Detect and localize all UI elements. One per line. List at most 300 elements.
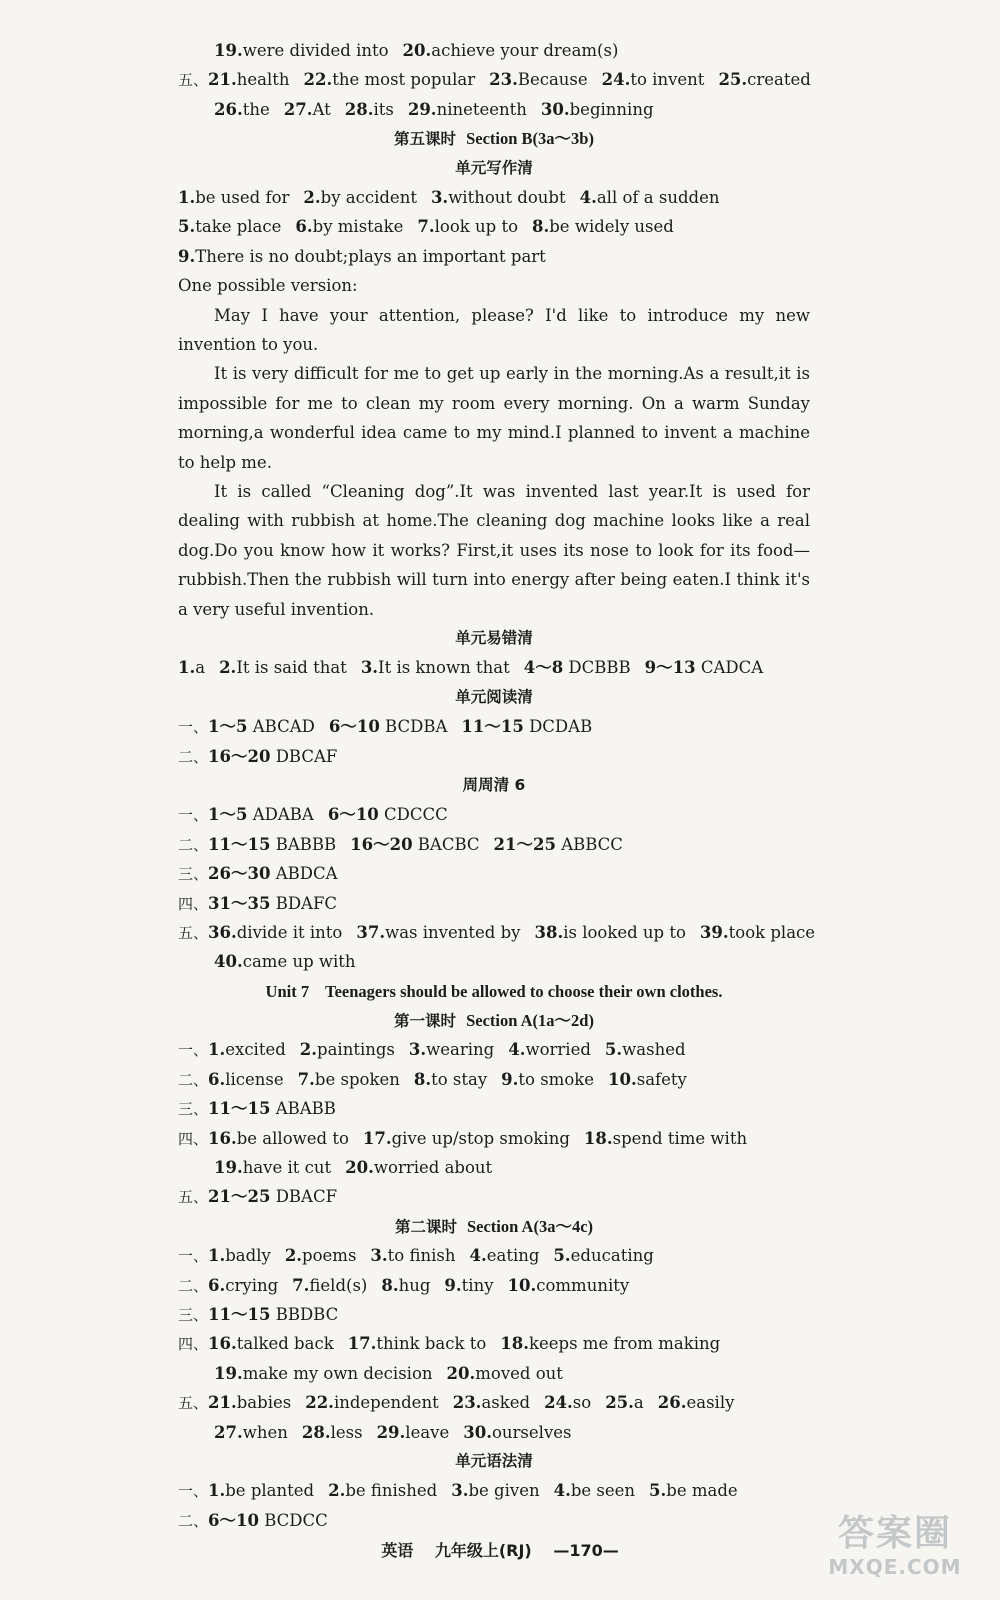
answer-text: ABCAD [247,717,315,737]
answer-item [303,188,417,207]
answer-text: ABABB [270,1099,336,1119]
answer-text: BDAFC [270,893,338,913]
answer-item [602,70,705,89]
answer-number: 2. [303,187,321,207]
answer-text: excited [225,1040,286,1060]
answer-item [584,1129,747,1148]
answer-text: There is no doubt;plays an important part [195,246,546,266]
answer-item [381,1276,430,1295]
part-number: 三、 [178,865,209,884]
answer-item [363,1129,570,1148]
answer-item [417,217,518,236]
part-number: 二、 [178,747,209,766]
answer-item [208,1070,284,1089]
answer-item [208,1099,336,1118]
answer-item [649,1481,738,1500]
answer-item [461,717,592,736]
answer-line [178,95,810,124]
answer-number: 4～8 [523,658,564,678]
answer-line [178,242,810,271]
watermark-logo-text: 答案圈 [837,1513,952,1554]
part-number: 二、 [178,1070,209,1089]
unit-heading [178,977,810,1006]
answer-line [178,1506,810,1535]
answer-number: 31～35 [208,893,271,913]
answer-number: 19. [214,1363,243,1383]
answer-item [208,923,342,942]
answer-number: 20. [402,41,432,60]
answer-item [208,717,315,736]
answer-item [208,1481,314,1500]
answer-text: to stay [431,1069,488,1089]
answer-text: moved out [475,1363,563,1383]
watermark-site: MXQE.COM [828,1555,962,1579]
answer-text: by mistake [312,217,404,237]
answer-item [605,1393,644,1412]
answer-number: 26～30 [208,864,271,884]
answer-item [178,217,281,236]
essay-paragraph-text: It is very difficult for me to get up early in the morning.As a result,it is impossible for me to clean my room every morning. On a warm Sunday morning,a wonderful idea came to my mind.I planned to invent a machine to help me. [178,364,810,472]
answer-text: to invent [630,70,705,90]
footer-subject: 英语 [381,1541,414,1560]
answer-number: 28. [344,99,374,119]
section-heading [178,624,810,653]
answer-number: 16. [208,1334,237,1354]
part-number: 四、 [178,1335,209,1354]
answer-text: when [242,1422,288,1442]
answer-number: 27. [283,99,313,119]
answer-text: be used for [195,187,290,207]
answer-item [403,41,619,60]
answer-text: take place [195,217,282,237]
answer-text: eating [486,1246,540,1266]
answer-item [214,41,389,60]
answer-text: be finished [345,1481,438,1501]
answer-item [489,70,588,89]
answer-line [178,742,810,771]
answer-item [302,1423,363,1442]
answer-text: took place [728,922,816,942]
answer-text: the [242,99,270,119]
answer-line [178,65,810,94]
essay-paragraph-text: It is called “Cleaning dog”.It was invented last year.It is used for dealing with rubbish at home.The cleaning dog machine looks like a real dog.Do you know how it works? First,it uses its nose to look for its food—rubbish.Then the rubbish will turn into energy after being eaten.I think it's a very useful invention. [178,481,810,619]
answer-text: without doubt [448,187,566,207]
answer-line [178,1065,810,1094]
part-number: 一、 [178,1482,209,1501]
answer-text: beginning [569,99,654,119]
answer-item [284,100,331,119]
answer-item [329,717,448,736]
part-number: 一、 [178,1247,209,1266]
answer-text: worried about [373,1158,493,1178]
answer-text: think back to [376,1334,487,1354]
answer-number: 19. [214,41,243,60]
unit-number: Unit 7 [265,981,310,1001]
answer-text: the most popular [332,70,476,90]
answer-item [305,1393,439,1412]
answer-text: easily [686,1393,735,1413]
answer-item [208,1187,337,1206]
answer-item [508,1040,591,1059]
part-number: 五、 [178,1188,209,1207]
answer-line [178,859,810,888]
section-heading [178,683,810,712]
answer-text: BCDBA [379,717,448,737]
answer-number: 28. [301,1422,331,1442]
answer-number: 27. [214,1422,243,1442]
part-number: 一、 [178,806,209,825]
answer-text: paintings [317,1040,395,1060]
answer-item [608,1070,687,1089]
answer-line [178,1241,810,1270]
answer-text: CDCCC [378,805,448,825]
answer-text: were divided into [242,41,389,60]
part-number: 一、 [178,1041,209,1060]
answer-text: worried [525,1040,591,1060]
answer-line [178,36,810,65]
answer-text: At [312,99,331,119]
answer-number: 18. [500,1334,529,1354]
answer-item [554,1481,635,1500]
answer-number: 7. [292,1275,310,1295]
answer-number: 5. [649,1481,667,1501]
answer-text: asked [481,1393,531,1413]
answer-text: BACBC [412,834,480,854]
answer-number: 29. [407,99,437,119]
answer-number: 21～25 [493,834,556,854]
part-number: 五、 [178,71,209,90]
answer-item [208,1276,278,1295]
answer-line [178,1418,810,1447]
answer-line [178,1182,810,1211]
answer-item [208,1040,286,1059]
answer-text: Because [517,70,588,90]
answer-item [292,1276,367,1295]
answer-number: 7. [417,217,435,237]
answer-item [300,1040,395,1059]
answer-number: 29. [376,1422,406,1442]
answer-item [451,1481,539,1500]
answer-item [463,1423,571,1442]
answer-text: created [747,70,811,90]
answer-line [178,1359,810,1388]
answer-item [370,1246,455,1265]
answer-number: 2. [328,1481,346,1501]
answer-text: is looked up to [563,922,686,942]
answer-number: 9～13 [644,658,696,678]
answer-item [469,1246,539,1265]
part-number: 五、 [178,1394,209,1413]
answer-text: independent [333,1393,439,1413]
answer-number: 20. [446,1363,476,1383]
answer-number: 6. [295,217,313,237]
answer-number: 21. [208,70,237,90]
answer-text: DBCAF [270,746,338,766]
answer-text: ADABA [247,805,314,825]
answer-text: leave [405,1422,450,1442]
answer-item [658,1393,735,1412]
answer-number: 6～10 [208,1510,259,1530]
answer-text: DCDAB [523,717,593,737]
answer-text: be given [468,1481,540,1501]
section-heading [178,1212,810,1241]
answer-item [214,1158,331,1177]
answer-number: 6. [208,1275,226,1295]
answer-item [645,658,764,677]
answer-number: 25. [718,70,748,90]
answer-number: 18. [583,1128,613,1148]
answer-text: ourselves [491,1422,572,1442]
answer-number: 38. [534,922,564,942]
answer-number: 1～5 [208,805,248,825]
answer-text: educating [570,1246,654,1266]
answer-text: ABBCC [555,834,623,854]
answer-number: 25. [605,1393,634,1413]
answer-text: community [536,1275,630,1295]
answer-text: badly [225,1246,271,1266]
answer-number: 40. [214,952,243,972]
answer-number: 4. [508,1040,526,1060]
answer-number: 1～5 [208,717,248,737]
answer-number: 4. [553,1481,571,1501]
answer-item [328,1481,437,1500]
answer-number: 16. [208,1128,237,1148]
answer-item [494,835,623,854]
answer-text: came up with [242,952,356,972]
answer-number: 6～10 [328,717,380,737]
answer-line [178,1388,810,1417]
answer-item [295,217,403,236]
section-heading [178,154,810,183]
answer-number: 3. [451,1481,469,1501]
answer-number: 19. [214,1158,243,1178]
answer-text: BBDBC [270,1304,339,1324]
answer-number: 9. [178,246,196,266]
answer-text: health [236,70,290,90]
answer-text: DCBBB [563,658,631,678]
answer-line [178,1094,810,1123]
answer-text: divide it into [236,922,343,942]
answer-number: 1. [178,187,196,207]
text-line: One possible version: [178,276,358,296]
answer-number: 2. [284,1246,303,1266]
answer-text: safety [636,1069,687,1089]
answer-text: so [572,1393,592,1413]
answer-number: 4. [579,187,597,207]
part-number: 二、 [178,1276,209,1295]
answer-item [718,70,810,89]
answer-text: It is known that [378,658,510,678]
answer-text: be seen [570,1481,636,1501]
answer-item [328,805,448,824]
answer-line [178,947,810,976]
answer-item [178,247,546,266]
answer-line [178,1035,810,1064]
answer-number: 21～25 [208,1187,271,1207]
answer-number: 5. [553,1246,571,1266]
answer-text: was invented by [385,922,521,942]
answer-text: crying [225,1275,279,1295]
answer-number: 1. [178,658,196,678]
answer-text: It is said that [236,658,347,678]
answer-text: ABDCA [270,864,338,884]
answer-number: 8. [532,217,550,237]
answer-item [553,1246,653,1265]
answer-text: all of a sudden [596,187,720,207]
footer-page-number: —170— [553,1541,619,1560]
answer-text: have it cut [242,1158,332,1178]
answer-item [304,70,476,89]
answer-number: 16～20 [208,746,271,766]
answer-item [208,747,337,766]
answer-number: 22. [305,1393,334,1413]
section-heading-title: 第二课时 [394,1217,457,1236]
answer-number: 24. [544,1393,573,1413]
answer-number: 1. [208,1481,226,1501]
answer-number: 23. [452,1393,482,1413]
answer-number: 30. [540,99,570,119]
answer-item [178,658,205,677]
answer-item [208,1246,271,1265]
answer-text: washed [622,1040,686,1060]
answer-item [208,1305,338,1324]
part-number: 四、 [178,894,209,913]
answer-item [285,1246,357,1265]
answer-item [208,1334,334,1353]
answer-number: 9. [444,1275,462,1295]
answer-line [178,889,810,918]
answer-number: 9. [501,1069,519,1089]
answer-item [700,923,815,942]
answer-line [178,183,810,212]
answer-item [534,923,685,942]
part-number: 三、 [178,1305,209,1324]
section-heading-title: 单元语法清 [455,1451,533,1470]
answer-number: 4. [469,1246,487,1266]
answer-text: BCDCC [258,1510,328,1530]
answer-number: 21. [208,1393,237,1413]
answer-line [178,1476,810,1505]
answer-text: be widely used [549,217,674,237]
answer-text: wearing [426,1040,495,1060]
answer-item [414,1070,487,1089]
answer-number: 1. [208,1246,226,1266]
answer-text: license [225,1069,284,1089]
section-heading [178,1006,810,1035]
answer-item [532,217,674,236]
answer-number: 5. [604,1040,623,1060]
part-number: 二、 [178,1511,209,1530]
section-heading-subtitle: Section A(1a～2d) [466,1011,594,1031]
answer-number: 3. [430,187,449,207]
answer-number: 26. [214,99,243,119]
essay-paragraph [178,477,810,624]
answer-item [544,1393,591,1412]
answer-text: be made [666,1481,738,1501]
answer-number: 17. [362,1128,392,1148]
essay-paragraph [178,359,810,477]
answer-text: talked back [236,1334,334,1354]
answer-text: achieve your dream(s) [431,41,619,60]
answer-item [348,1334,487,1353]
answer-item [361,658,510,677]
answer-line [178,212,810,241]
answer-text: its [373,99,394,119]
answer-number: 30. [463,1422,492,1442]
answer-text: look up to [434,217,519,237]
answer-line [178,800,810,829]
answer-text: nineteenth [436,99,527,119]
answer-item [345,100,394,119]
answer-line [178,918,816,947]
unit-title: Teenagers should be allowed to choose their own clothes. [325,981,723,1001]
section-heading-title: 第一课时 [394,1012,457,1031]
answer-number: 26. [657,1393,687,1413]
answer-item [208,835,336,854]
answer-number: 17. [347,1334,377,1354]
answer-text: hug [398,1275,431,1295]
section-heading-title: 单元易错清 [455,628,533,647]
answer-text: field(s) [309,1275,368,1295]
answer-text: be planted [225,1481,315,1501]
section-heading [178,1447,810,1476]
answer-item [214,1423,288,1442]
answer-text: CADCA [695,658,764,678]
answer-number: 3. [370,1246,388,1266]
answer-item [178,188,289,207]
answer-text: babies [236,1393,292,1413]
answer-text: by accident [320,187,417,207]
answer-number: 16～20 [350,834,413,854]
answer-number: 39. [699,922,729,942]
answer-text: give up/stop smoking [391,1128,570,1148]
section-heading-subtitle: Section B(3a～3b) [466,129,594,149]
answer-item [350,835,479,854]
answer-line [178,1153,810,1182]
answer-number: 2. [219,658,237,678]
answer-text: keeps me from making [529,1334,721,1354]
answer-line [178,1300,810,1329]
answer-number: 2. [299,1040,318,1060]
answer-number: 10. [608,1069,637,1089]
answer-number: 6～10 [327,805,379,825]
answer-item [524,658,631,677]
answer-text: to smoke [518,1069,595,1089]
section-heading-title: 第五课时 [394,130,457,149]
answer-text: a [633,1393,644,1413]
answer-number: 24. [601,70,631,90]
answer-number: 22. [303,70,333,90]
answer-text: DBACF [270,1187,338,1207]
answer-text: poems [302,1246,357,1266]
part-number: 四、 [178,1129,209,1148]
part-number: 五、 [178,923,209,942]
answer-item [214,1364,433,1383]
watermark-logo [820,1512,970,1582]
answer-number: 5. [178,217,196,237]
answer-number: 23. [489,70,518,90]
answer-number: 6. [208,1069,226,1089]
answer-item [447,1364,563,1383]
answer-item [208,805,314,824]
answer-number: 1. [208,1040,226,1060]
answer-number: 11～15 [461,717,524,737]
answer-item [208,1393,291,1412]
answer-text: a [195,658,206,678]
answer-number: 11～15 [208,1304,271,1324]
answer-line [178,1124,810,1153]
answer-number: 8. [413,1069,432,1089]
